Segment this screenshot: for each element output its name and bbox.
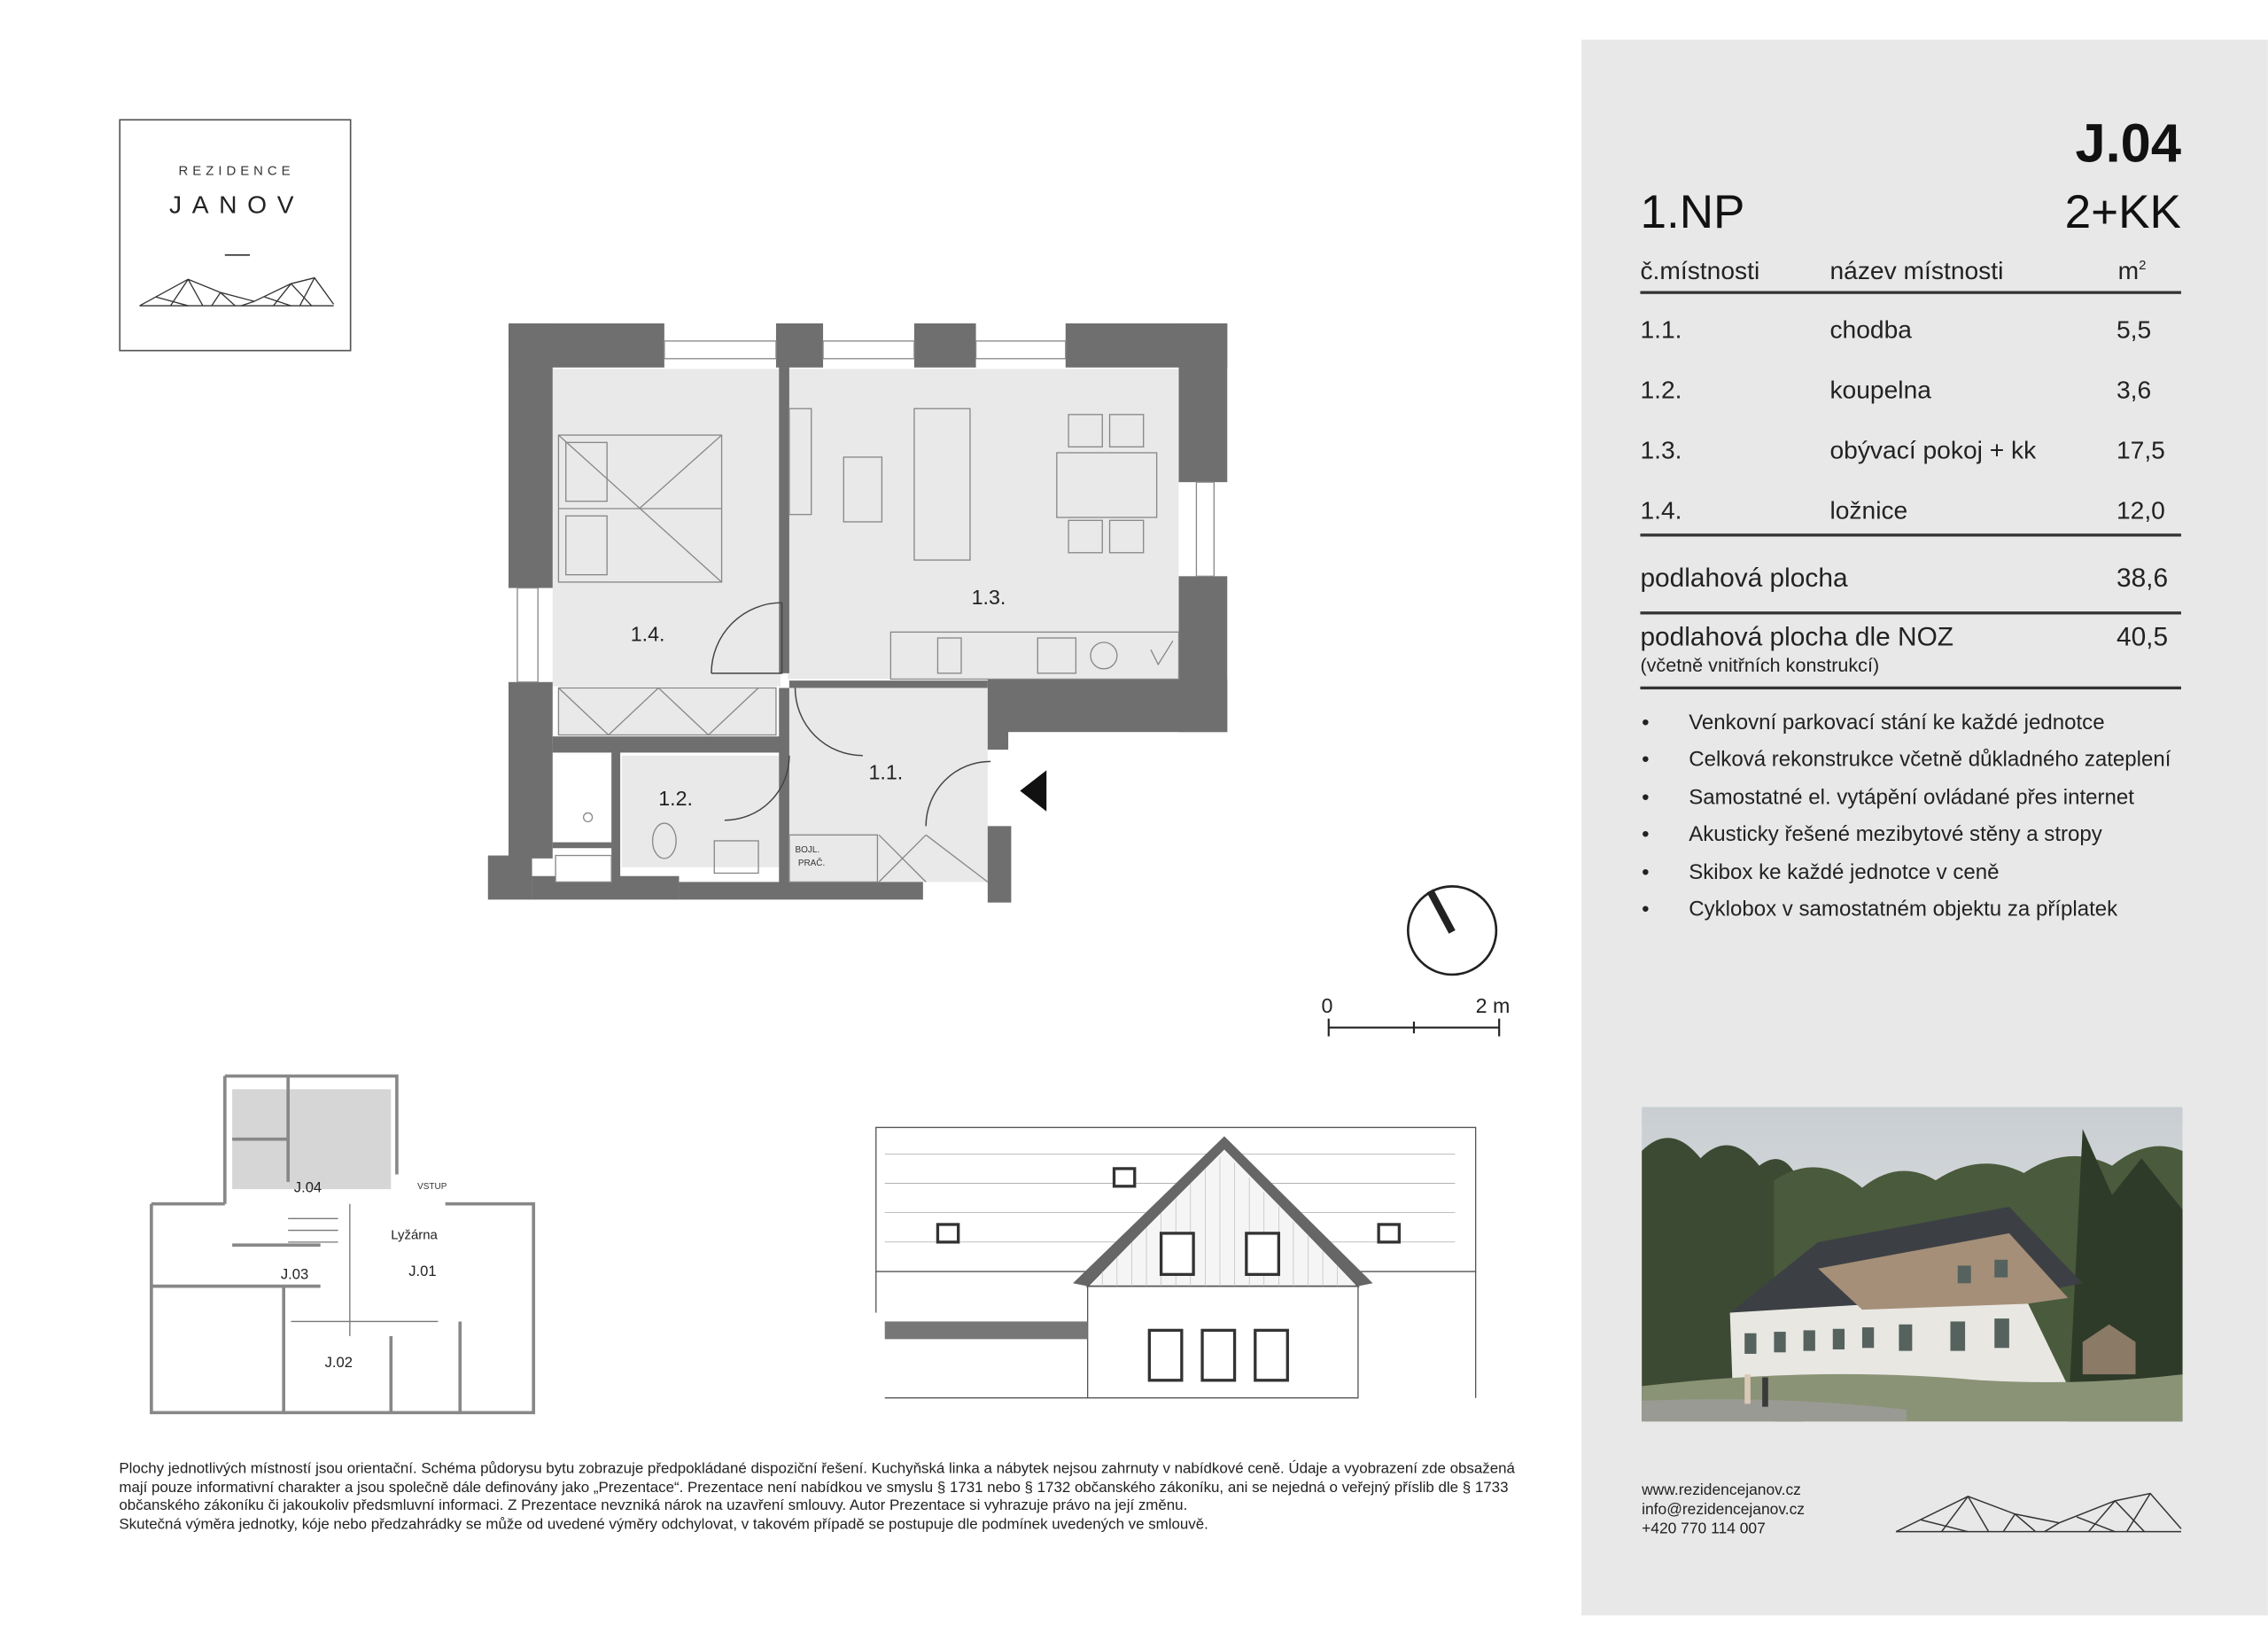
scale-end: 2 m	[1475, 993, 1511, 1018]
row-number: 1.2.	[1640, 376, 1682, 405]
boiler-label: BOJL.	[795, 846, 820, 856]
row-number: 1.3.	[1640, 436, 1682, 465]
disclaimer-notes	[119, 1461, 1530, 1536]
header-area-unit: $m^2$	[2117, 257, 2147, 285]
logo-title: JANOV	[169, 190, 305, 220]
header-room-name: název místnosti	[1829, 257, 2004, 285]
header-room-number: č.místnosti	[1640, 257, 1760, 285]
disclaimer-paragraph: Skutečná výměra jednotky, kóje nebo předzahrádky se může od uvedené výměry odchylovat, v takovém případě se postupuje dle podmínek uvedených ve smlouvě.	[119, 1516, 1208, 1533]
keyplan-j01: J.01	[408, 1263, 437, 1280]
row-name: ložnice	[1829, 496, 1908, 525]
row-area: 12,0	[2116, 496, 2165, 525]
row-name: obývací pokoj + kk	[1829, 436, 2037, 465]
keyplan-entrance: VSTUP	[417, 1183, 447, 1193]
contact-web[interactable]: www.rezidencejanov.cz	[1642, 1481, 1801, 1500]
floor-plan	[485, 321, 1234, 909]
row-number: 1.1.	[1640, 315, 1682, 345]
floor-label: 1.NP	[1640, 185, 1745, 238]
noz-area-note: (včetně vnitřních konstrukcí)	[1640, 654, 1880, 677]
row-number: 1.4.	[1640, 496, 1682, 525]
row-name: koupelna	[1829, 376, 1931, 405]
mountain-logo-icon	[138, 272, 335, 313]
contact-phone: +420 770 114 007	[1642, 1520, 1766, 1538]
room-label-1-3: 1.3.	[971, 585, 1006, 609]
row-area: 5,5	[2116, 315, 2152, 345]
feature-item: • Akusticky řešené mezibytové stěny a stropy	[1640, 823, 2171, 860]
feature-list	[1640, 711, 2171, 936]
table-divider	[1640, 291, 2181, 293]
keyplan-ski-room: Lyžárna	[391, 1227, 438, 1242]
room-label-1-2: 1.2.	[658, 786, 693, 811]
feature-item: • Cyklobox v samostatném objektu za příplatek	[1640, 898, 2171, 936]
noz-area-value: 40,5	[2116, 621, 2169, 651]
table-divider	[1640, 687, 2181, 689]
row-area: 17,5	[2116, 436, 2165, 465]
info-panel	[1581, 40, 2268, 1615]
keyplan-j04: J.04	[293, 1180, 322, 1197]
scale-zero: 0	[1321, 993, 1333, 1018]
contact-email[interactable]: info@rezidencejanov.cz	[1642, 1500, 1806, 1519]
unit-code: J.04	[2075, 113, 2181, 174]
keyplan-j03: J.03	[280, 1267, 309, 1284]
logo	[119, 119, 351, 351]
building-elevation	[867, 1124, 1485, 1411]
disclaimer-paragraph: Plochy jednotlivých místností jsou orientační. Schéma půdorysu bytu zobrazuje předpokládané dispoziční řešení. Kuchyňská linka a nábytek nejsou zahrnuty v nabídkové ceně. Údaje a vyobrazení zde obsažená mají pouze informativní charakter a jsou společně dále definovány jako „Prezentace“. Prezentace není nabídkou ve smyslu § 1731 nebo § 1732 občanského zákoníku, ani se nejedná o veřejný příslib dle § 1733 občanského zákoníku či jakoukoliv předsmluvní informaci. Z Prezentace nevzniká nárok na uzavření smlouvy. Autor Prezentace si vyhrazuje právo na její změnu.	[119, 1461, 1515, 1515]
entrance-arrow-icon	[1020, 770, 1046, 811]
scale-bar	[1325, 1017, 1504, 1038]
logo-dash	[225, 254, 250, 256]
row-name: chodba	[1829, 315, 1912, 345]
layout-type: 2+KK	[2064, 185, 2181, 238]
logo-subtitle: REZIDENCE	[178, 163, 295, 178]
washer-label: PRAČ.	[797, 859, 826, 869]
mountain-logo-icon	[1894, 1488, 2182, 1537]
room-label-1-4: 1.4.	[630, 621, 665, 646]
feature-item: • Celková rekonstrukce včetně důkladného zateplení	[1640, 749, 2171, 786]
row-area: 3,6	[2116, 376, 2152, 405]
table-divider	[1640, 611, 2181, 614]
table-divider	[1640, 533, 2181, 536]
noz-area-label: podlahová plocha dle NOZ	[1640, 621, 1954, 651]
floor-area-value: 38,6	[2116, 563, 2169, 593]
north-arrow-icon	[1403, 882, 1500, 978]
feature-item: • Venkovní parkovací stání ke každé jednotce	[1640, 711, 2171, 749]
feature-item: • Skibox ke každé jednotce v ceně	[1640, 860, 2171, 898]
building-rendering-image	[1642, 1107, 2183, 1421]
feature-item: • Samostatné el. vytápění ovládané přes internet	[1640, 786, 2171, 823]
floor-area-label: podlahová plocha	[1640, 563, 1848, 593]
room-label-1-1: 1.1.	[868, 759, 904, 784]
keyplan-j02: J.02	[324, 1355, 353, 1372]
